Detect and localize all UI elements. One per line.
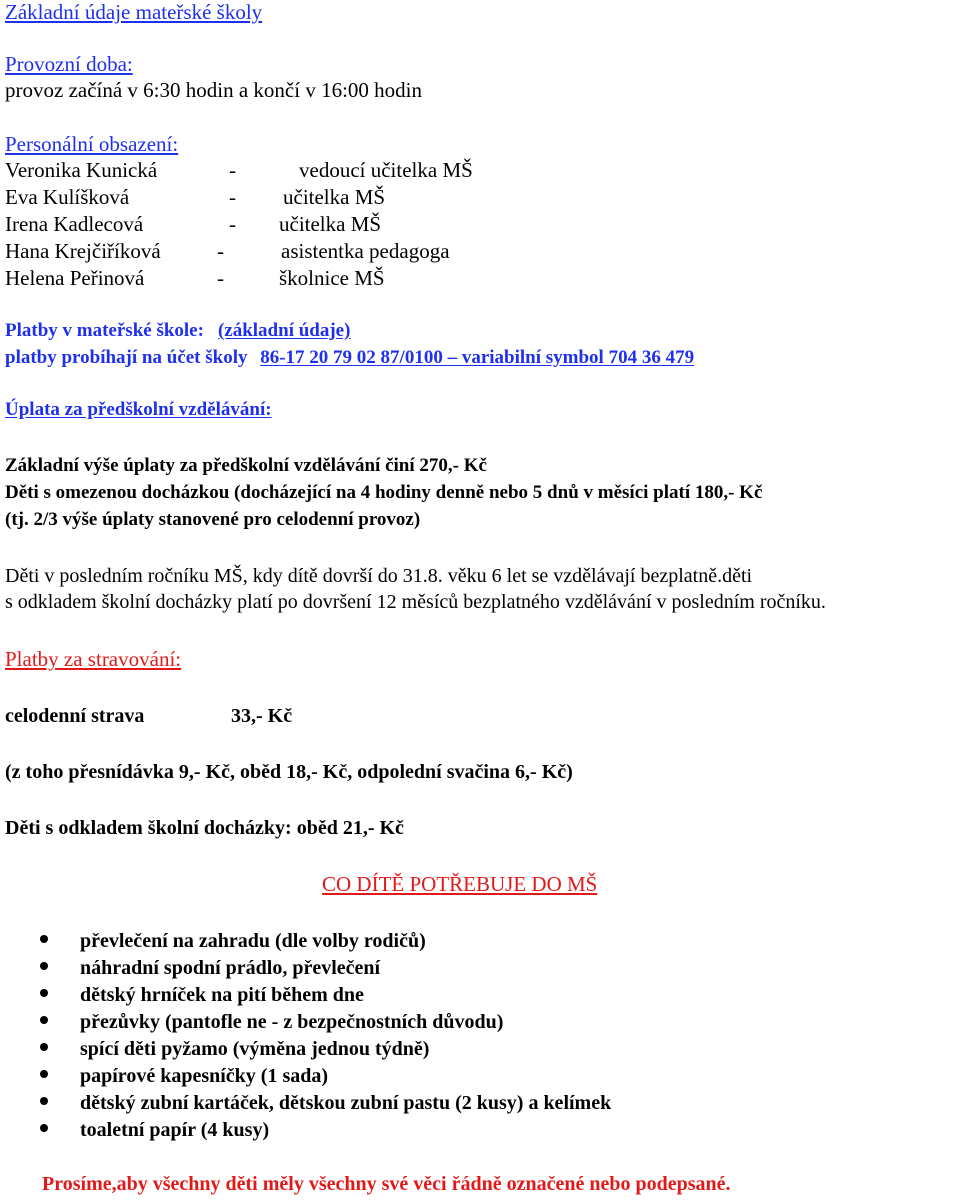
list-item-text: papírové kapesníčky (1 sada)	[80, 1065, 329, 1087]
payments-account-row	[5, 346, 694, 370]
staff-name: Hana Krejčiříková	[5, 239, 161, 263]
staff-role: asistentka pedagoga	[281, 239, 450, 263]
payments-heading-row	[5, 319, 350, 343]
bullet-icon	[40, 1043, 48, 1051]
staff-name: Veronika Kunická	[5, 158, 158, 182]
bullet-icon	[40, 989, 48, 997]
staff-dash: -	[229, 212, 236, 236]
list-item-text: přezůvky (pantofle ne - z bezpečnostních důvodu)	[80, 1011, 504, 1033]
footer-note: Prosíme,aby všechny děti měly všechny své věci řádně označené nebo podepsané.	[42, 1173, 731, 1195]
list-item-text: dětský hrníček na pití během dne	[80, 984, 364, 1006]
tuition-heading: Úplata za předškolní vzdělávání:	[5, 399, 272, 420]
list-item-text: náhradní spodní prádlo, převlečení	[80, 957, 381, 979]
payments-heading-note: (základní údaje)	[217, 320, 351, 341]
staff-role: školnice MŠ	[279, 266, 385, 290]
meals-heading: Platby za stravování:	[5, 647, 182, 671]
meals-full-day-price: 33,- Kč	[231, 705, 293, 727]
staff-name: Helena Peřinová	[5, 266, 145, 290]
staff-dash: -	[229, 185, 236, 209]
meals-breakdown: (z toho přesnídávka 9,- Kč, oběd 18,- Kč, odpolední svačina 6,- Kč)	[5, 761, 573, 783]
staff-heading: Personální obsazení:	[5, 132, 179, 156]
meals-full-day-row	[5, 704, 293, 728]
bullet-icon	[40, 935, 48, 943]
meals-deferred: Děti s odkladem školní docházky: oběd 21,- Kč	[5, 817, 404, 839]
bullet-icon	[40, 1070, 48, 1078]
list-item-text: toaletní papír (4 kusy)	[80, 1119, 270, 1141]
payments-account-detail: 86-17 20 79 02 87/0100 – variabilní symbol 704 36 479	[260, 347, 695, 368]
list-item-text: spící děti pyžamo (výměna jednou týdně)	[80, 1038, 430, 1060]
list-item-text: převlečení na zahradu (dle volby rodičů)	[80, 930, 426, 952]
payments-account-prefix: platby probíhají na účet školy	[5, 347, 248, 368]
staff-role: učitelka MŠ	[279, 212, 382, 236]
page-title: Základní údaje mateřské školy	[5, 0, 263, 24]
hours-heading: Provozní doba:	[5, 52, 133, 76]
bullet-icon	[40, 1016, 48, 1024]
hours-text: provoz začíná v 6:30 hodin a končí v 16:00 hodin	[5, 78, 422, 102]
bullet-icon	[40, 1097, 48, 1105]
staff-dash: -	[217, 266, 224, 290]
tuition-reduced-line1: Děti s omezenou docházkou (docházející na 4 hodiny denně nebo 5 dnů v měsíci platí 180,- Kč	[5, 482, 763, 503]
staff-name: Irena Kadlecová	[5, 212, 144, 236]
tuition-reduced-line2: (tj. 2/3 výše úplaty stanovené pro celodenní provoz)	[5, 509, 421, 530]
staff-name: Eva Kulíšková	[5, 185, 130, 209]
bullet-icon	[40, 1124, 48, 1132]
tuition-free-line1: Děti v posledním ročníku MŠ, kdy dítě dovrší do 31.8. věku 6 let se vzdělávají bezplatně.děti	[5, 565, 753, 587]
bullet-icon	[40, 962, 48, 970]
list-item-text: dětský zubní kartáček, dětskou zubní pastu (2 kusy) a kelímek	[80, 1092, 612, 1114]
needs-heading: CO DÍTĚ POTŘEBUJE DO MŠ	[322, 872, 598, 896]
staff-dash: -	[229, 158, 236, 182]
tuition-base: Základní výše úplaty za předškolní vzdělávání činí 270,- Kč	[5, 455, 487, 476]
staff-role: učitelka MŠ	[283, 185, 386, 209]
tuition-free-line2: s odkladem školní docházky platí po dovršení 12 měsíců bezplatného vzdělávání v posledním ročníku.	[5, 591, 826, 613]
staff-role: vedoucí učitelka MŠ	[299, 158, 473, 182]
meals-full-day-label: celodenní strava	[5, 705, 145, 727]
payments-heading: Platby v mateřské škole:	[5, 320, 204, 341]
staff-dash: -	[217, 239, 224, 263]
